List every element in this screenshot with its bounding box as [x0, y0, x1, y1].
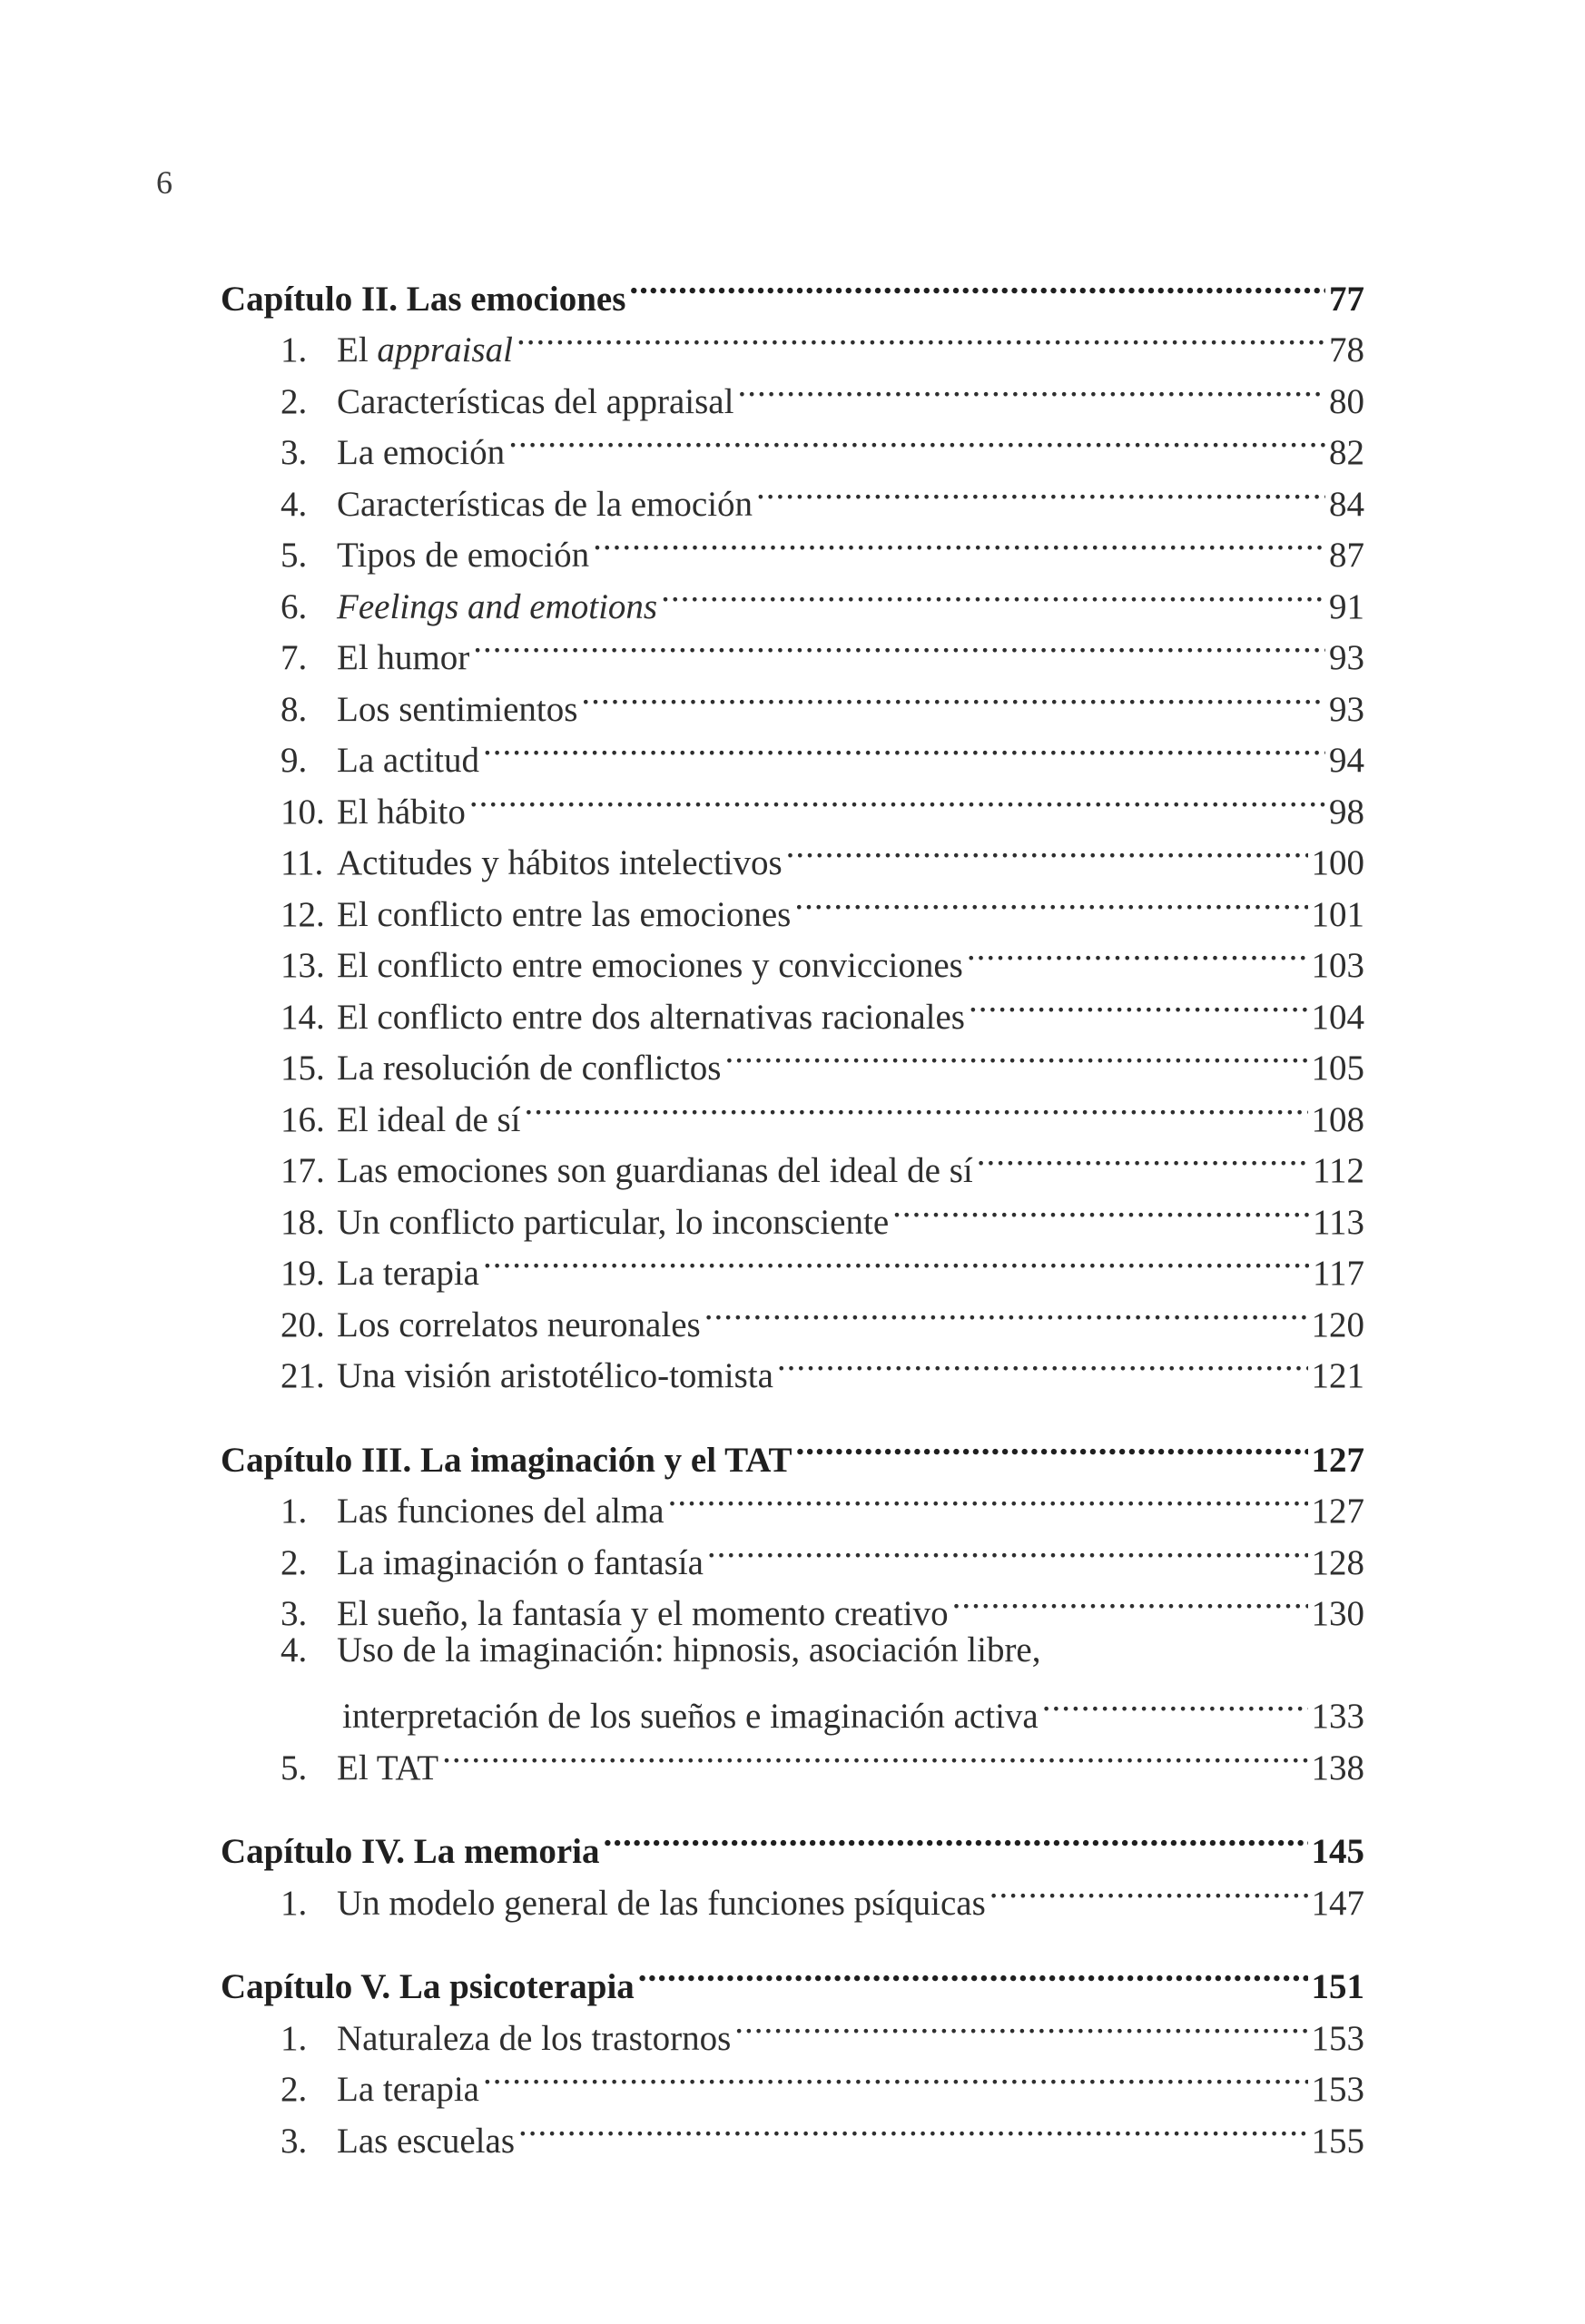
entry-number: 20.: [281, 1305, 325, 1344]
entry-page-number: 147: [1311, 1883, 1364, 1923]
entry-page-number: 108: [1311, 1099, 1364, 1139]
dot-leader: [892, 1182, 1309, 1234]
toc-chapter: [221, 1420, 1364, 1787]
entry-number: 6.: [281, 586, 308, 626]
entry-page-number: 104: [1311, 997, 1364, 1037]
toc-chapter-heading[interactable]: [221, 1812, 1364, 1871]
dot-leader: [469, 772, 1325, 823]
entry-title: appraisal: [377, 330, 513, 369]
entry-page-number: 87: [1329, 536, 1364, 575]
entry-title: Características del appraisal: [337, 381, 734, 421]
dot-leader: [707, 1522, 1308, 1574]
entry-number: 11.: [281, 843, 324, 882]
dot-leader: [756, 464, 1325, 516]
entry-number: 3.: [281, 2121, 308, 2161]
entry-number: 5.: [281, 1748, 308, 1787]
entry-number: 14.: [281, 997, 325, 1037]
toc-entry-continuation[interactable]: [221, 1677, 1364, 1736]
entry-title: Una visión aristotélico-tomista: [337, 1356, 773, 1395]
entry-page-number: 133: [1311, 1697, 1364, 1736]
dot-leader: [508, 413, 1325, 465]
dot-leader: [483, 721, 1325, 773]
entry-page-number: 103: [1311, 946, 1364, 985]
entry-page-number: 153: [1311, 2018, 1364, 2058]
entry-number: 1.: [281, 2018, 308, 2058]
entry-number: 2.: [281, 2070, 308, 2109]
dot-leader: [517, 310, 1325, 362]
entry-title: Actitudes y hábitos intelectivos: [337, 843, 783, 882]
dot-leader: [969, 977, 1308, 1029]
toc-chapter: [221, 1812, 1364, 1923]
entry-page-number: 130: [1311, 1594, 1364, 1633]
entry-title: El conflicto entre emociones y convicciones: [337, 946, 963, 985]
chapter-title: Capítulo II. Las emociones: [221, 279, 626, 319]
entry-page-number: 155: [1311, 2121, 1364, 2161]
entry-number: 19.: [281, 1254, 325, 1293]
entry-title: Características de la emoción: [337, 484, 753, 524]
entry-number: 12.: [281, 894, 325, 934]
entry-title: La emoción: [337, 433, 506, 472]
entry-number: 18.: [281, 1202, 325, 1242]
dot-leader: [473, 618, 1325, 670]
entry-title: El conflicto entre las emociones: [337, 894, 792, 934]
toc-chapter-heading[interactable]: [221, 259, 1364, 319]
entry-page-number: 101: [1311, 894, 1364, 934]
entry-title-continuation: interpretación de los sueños e imaginación activa: [342, 1697, 1039, 1736]
entry-number: 2.: [281, 1542, 308, 1582]
toc-chapter: [221, 259, 1364, 1395]
entry-page-number: 98: [1329, 792, 1364, 832]
dot-leader: [525, 1079, 1308, 1131]
dot-leader: [967, 926, 1308, 978]
entry-page-number: 78: [1329, 330, 1364, 369]
dot-leader: [603, 1812, 1307, 1864]
dot-leader: [661, 566, 1325, 618]
chapter-page-number: 145: [1311, 1832, 1364, 1871]
entry-number: 1.: [281, 1492, 308, 1531]
entry-page-number: 121: [1311, 1356, 1364, 1395]
entry-title: La resolución de conflictos: [337, 1049, 722, 1088]
toc-entry[interactable]: [221, 1625, 1364, 1677]
table-of-contents: [221, 259, 1364, 2185]
dot-leader: [581, 669, 1325, 721]
dot-leader: [737, 361, 1325, 413]
entry-page-number: 138: [1311, 1748, 1364, 1787]
dot-leader: [796, 1420, 1308, 1472]
entry-number: 1.: [281, 330, 308, 369]
entry-title: Naturaleza de los trastornos: [337, 2018, 732, 2058]
entry-page-number: 120: [1311, 1305, 1364, 1344]
entry-title: Un conflicto particular, lo inconsciente: [337, 1202, 890, 1242]
entry-title: La imaginación o fantasía: [337, 1542, 704, 1582]
dot-leader: [786, 823, 1308, 875]
entry-number: 17.: [281, 1151, 325, 1190]
entry-page-number: 128: [1311, 1542, 1364, 1582]
entry-title: Las emociones son guardianas del ideal de sí: [337, 1151, 973, 1190]
dot-leader: [638, 1947, 1308, 1999]
page-number: 6: [156, 164, 172, 201]
dot-leader: [442, 1728, 1307, 1779]
entry-page-number: 91: [1329, 586, 1364, 626]
entry-number: 4.: [281, 1630, 308, 1669]
entry-number: 7.: [281, 638, 308, 677]
entry-title: El TAT: [337, 1748, 439, 1787]
dot-leader: [483, 2050, 1308, 2102]
entry-page-number: 105: [1311, 1049, 1364, 1088]
entry-number: 3.: [281, 1594, 308, 1633]
chapter-page-number: 77: [1329, 279, 1364, 319]
entry-number: 15.: [281, 1049, 325, 1088]
dot-leader: [989, 1863, 1308, 1915]
entry-page-number: 93: [1329, 638, 1364, 677]
dot-leader: [977, 1131, 1309, 1183]
entry-number: 5.: [281, 536, 308, 575]
toc-chapter-heading[interactable]: [221, 1420, 1364, 1480]
entry-title: Los correlatos neuronales: [337, 1305, 701, 1344]
entry-title: Las escuelas: [337, 2121, 515, 2161]
dot-leader: [1042, 1677, 1308, 1728]
entry-page-number: 80: [1329, 381, 1364, 421]
entry-title: El ideal de sí: [337, 1099, 521, 1139]
entry-number: 16.: [281, 1099, 325, 1139]
entry-page-number: 94: [1329, 741, 1364, 780]
dot-leader: [794, 874, 1307, 926]
entry-title: El conflicto entre dos alternativas racionales: [337, 997, 965, 1037]
entry-title: El hábito: [337, 792, 466, 832]
chapter-page-number: 127: [1311, 1440, 1364, 1480]
entry-title: Tipos de emoción: [337, 536, 590, 575]
toc-chapter-heading[interactable]: [221, 1947, 1364, 2006]
dot-leader: [483, 1234, 1309, 1285]
entry-number: 1.: [281, 1883, 308, 1923]
toc-chapter: [221, 1947, 1364, 2161]
entry-number: 13.: [281, 946, 325, 985]
entry-page-number: 100: [1311, 843, 1364, 882]
entry-number: 2.: [281, 381, 308, 421]
entry-page-number: 112: [1312, 1151, 1364, 1190]
entry-title: Los sentimientos: [337, 689, 578, 729]
entry-page-number: 113: [1312, 1202, 1364, 1242]
entry-number: 21.: [281, 1356, 325, 1395]
entry-page-number: 84: [1329, 484, 1364, 524]
chapter-page-number: 151: [1311, 1967, 1364, 2006]
entry-page-number: 153: [1311, 2070, 1364, 2109]
entry-number: 8.: [281, 689, 308, 729]
entry-number: 4.: [281, 484, 308, 524]
entry-title: El sueño, la fantasía y el momento creativo: [337, 1594, 949, 1633]
chapter-title: Capítulo III. La imaginación y el TAT: [221, 1440, 792, 1480]
entry-number: 10.: [281, 792, 325, 832]
entry-title: La actitud: [337, 741, 480, 780]
chapter-title: Capítulo IV. La memoria: [221, 1832, 600, 1871]
entry-title: La terapia: [337, 2070, 479, 2109]
entry-number: 3.: [281, 433, 308, 472]
dot-leader: [777, 1336, 1308, 1388]
entry-title: Las funciones del alma: [337, 1492, 665, 1531]
dot-leader: [704, 1285, 1308, 1336]
entry-title: Feelings and emotions: [337, 586, 658, 626]
dot-leader: [724, 1029, 1307, 1080]
dot-leader: [734, 1998, 1307, 2050]
chapter-title: Capítulo V. La psicoterapia: [221, 1967, 635, 2006]
dot-leader: [952, 1574, 1308, 1626]
entry-title-prefix: El: [337, 330, 378, 369]
entry-page-number: 127: [1311, 1492, 1364, 1531]
entry-page-number: 93: [1329, 689, 1364, 729]
dot-leader: [593, 516, 1325, 567]
entry-title: La terapia: [337, 1254, 479, 1293]
dot-leader: [668, 1472, 1308, 1523]
dot-leader: [518, 2101, 1308, 2152]
entry-page-number: 117: [1312, 1254, 1364, 1293]
entry-title: Un modelo general de las funciones psíquicas: [337, 1883, 986, 1923]
dot-leader: [629, 259, 1325, 310]
entry-title: Uso de la imaginación: hipnosis, asociación libre,: [337, 1630, 1041, 1669]
entry-number: 9.: [281, 741, 308, 780]
entry-page-number: 82: [1329, 433, 1364, 472]
entry-title: El humor: [337, 638, 470, 677]
